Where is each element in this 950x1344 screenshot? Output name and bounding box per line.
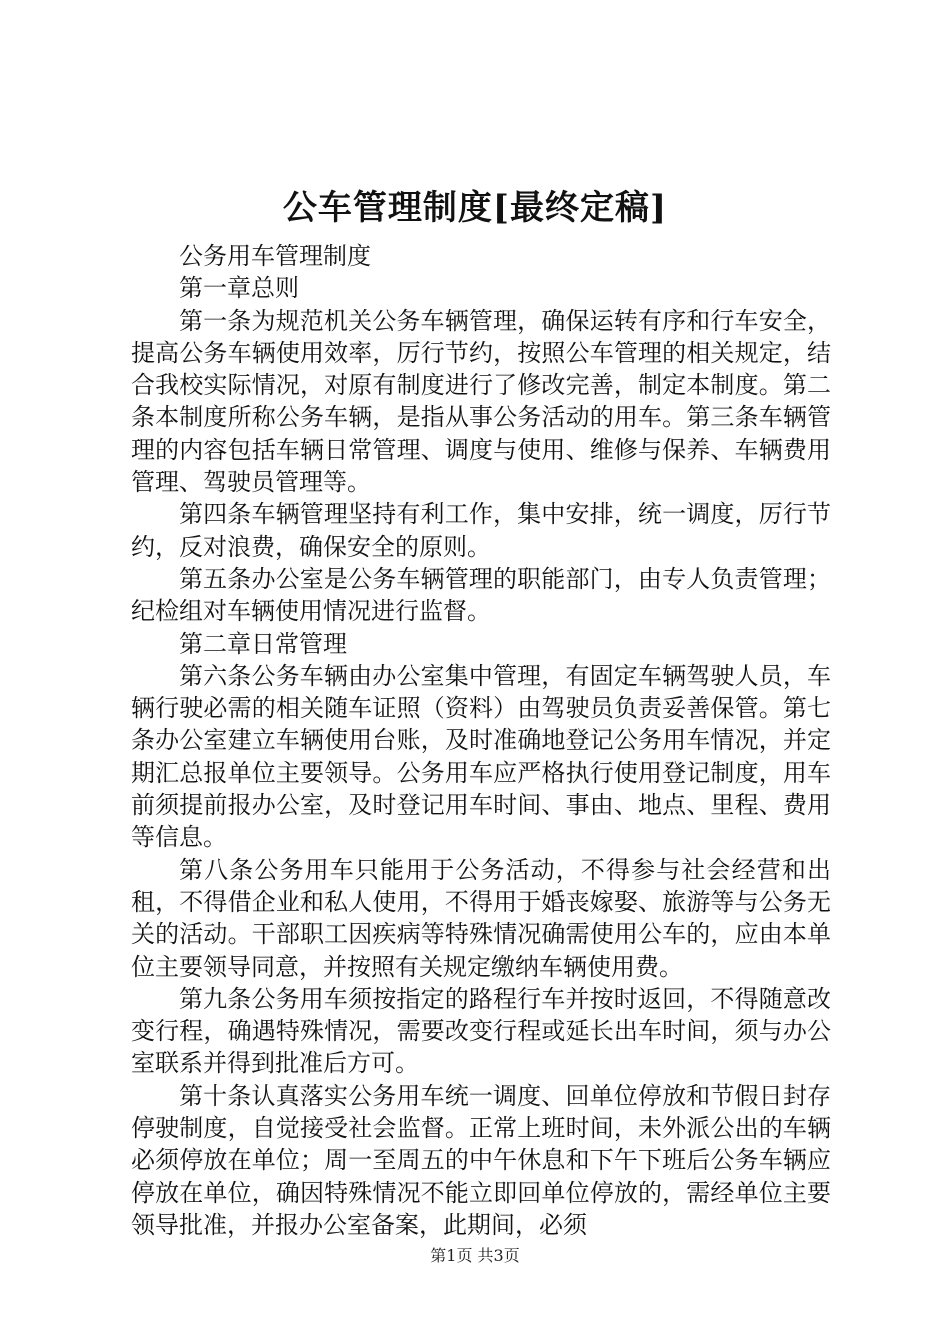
article-paragraph: 第四条车辆管理坚持有利工作，集中安排，统一调度，厉行节约，反对浪费，确保安全的原则。 — [131, 500, 831, 561]
article-paragraph: 第十条认真落实公务用车统一调度、回单位停放和节假日封存停驶制度，自觉接受社会监督。正常上班时间，未外派公出的车辆必须停放在单位；周一至周五的中午休息和下午下班后公务车辆应停放在单位，确因特殊情况不能立即回单位停放的，需经单位主要领导批准，并报办公室备案，此期间，必须 — [131, 1081, 831, 1239]
article-paragraph: 第八条公务用车只能用于公务活动，不得参与社会经营和出租，不得借企业和私人使用，不得用于婚丧嫁娶、旅游等与公务无关的活动。干部职工因疾病等特殊情况确需使用公车的，应由本单位主要领导同意，并按照有关规定缴纳车辆使用费。 — [131, 855, 831, 981]
page-number-footer: 第1页 共3页 — [430, 1246, 520, 1265]
chapter-heading: 第一章总则 — [179, 274, 299, 303]
document-body — [131, 240, 831, 1241]
section-heading: 公务用车管理制度 — [179, 242, 371, 270]
article-paragraph: 第九条公务用车须按指定的路程行车并按时返回，不得随意改变行程，确遇特殊情况，需要改变行程或延长出车时间，须与办公室联系并得到批准后方可。 — [131, 984, 831, 1078]
article-paragraph: 第五条办公室是公务车辆管理的职能部门，由专人负责管理；纪检组对车辆使用情况进行监督。 — [131, 564, 831, 626]
document-title: 公车管理制度[最终定稿] — [282, 188, 668, 228]
chapter-heading: 第二章日常管理 — [179, 629, 347, 658]
article-paragraph: 第一条为规范机关公务车辆管理，确保运转有序和行车安全，提高公务车辆使用效率，厉行节约，按照公车管理的相关规定，结合我校实际情况，对原有制度进行了修改完善，制定本制度。第二条本制度所称公务车辆，是指从事公务活动的用车。第三条车辆管理的内容包括车辆日常管理、调度与使用、维修与保养、车辆费用管理、驾驶员管理等。 — [131, 306, 831, 497]
article-paragraph: 第六条公务车辆由办公室集中管理，有固定车辆驾驶人员，车辆行驶必需的相关随车证照（资料）由驾驶员负责妥善保管。第七条办公室建立车辆使用台账，及时准确地登记公务用车情况，并定期汇总报单位主要领导。公务用车应严格执行使用登记制度，用车前须提前报办公室，及时登记用车时间、事由、地点、里程、费用等信息。 — [131, 661, 831, 852]
